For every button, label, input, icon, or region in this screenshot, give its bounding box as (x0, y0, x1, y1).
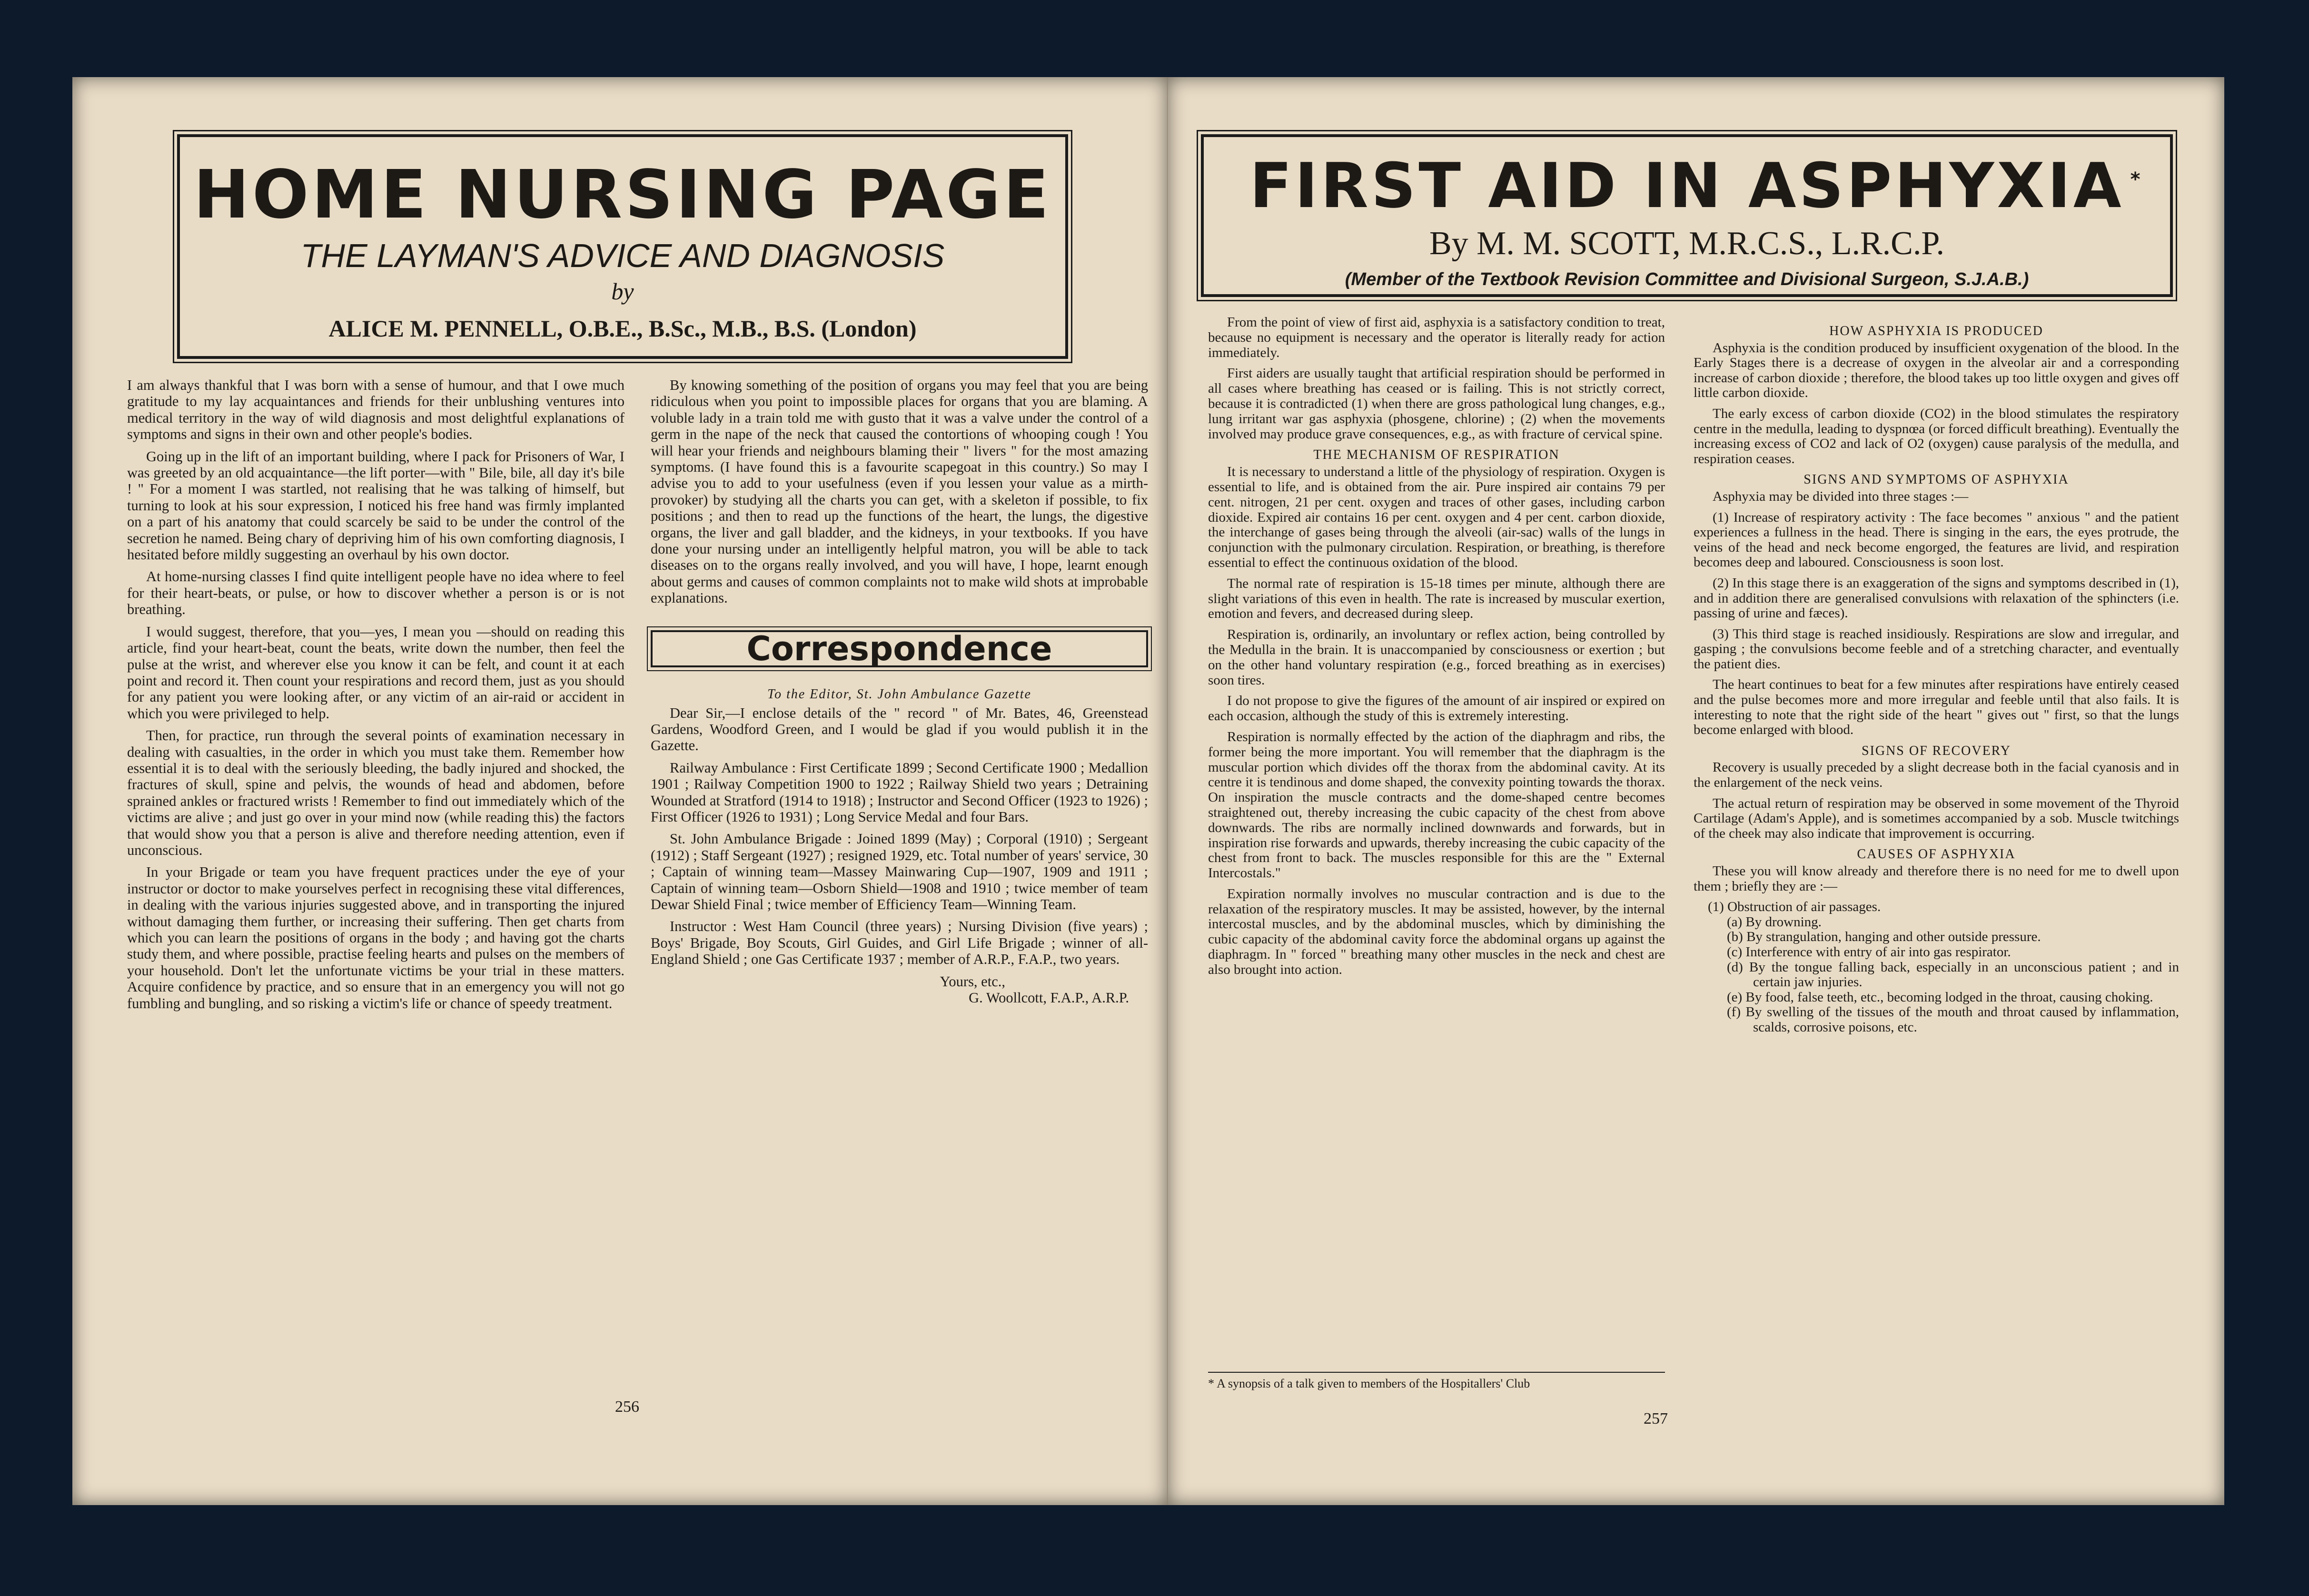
list-item: (a) By drowning. (1727, 914, 1822, 930)
paragraph: Respiration is normally effected by the action of the diaphragm and ribs, the former being the more important. You will remember that the diaphragm is the muscular portion which divides off the thorax from the abdominal cavity. At its centre it is tendinous and dome shaped, the convexity pointing towards the thorax. On inspiration the muscle contracts and the dome-shaped centre becomes straightened out, thereby increasing the cubic capacity of the chest from above downwards. The ribs are normally inclined downwards and forwards, but in inspiration rise forwards and upwards, thereby increasing the cubic capacity of the chest from front to back. The muscles responsible for this are the " External Intercostals." (1208, 729, 1665, 881)
paragraph: I am always thankful that I was born with a sense of humour, and that I owe much gratitude to my lay acquaintances and friends for their unblushing ventures into medical territory in the way of wild diagnosis and most delightful explanations of symptoms and signs in their own and other people's bodies. (127, 377, 624, 443)
paragraph: Expiration normally involves no muscular contraction and is due to the relaxation of the respiratory muscles. It may be assisted, however, by the internal intercostal muscles, and by the abdominal muscles, which by diminishing the cubic capacity of the abdominal cavity force the abdominal organs up against the diaphragm. In " forced " breathing many other muscles in the neck and chest are also brought into action. (1208, 886, 1665, 977)
left-page-subtitle: THE LAYMAN'S ADVICE AND DIAGNOSIS (300, 237, 945, 274)
left-page (72, 77, 1167, 1505)
letter-paragraph: St. John Ambulance Brigade : Joined 1899 (May) ; Corporal (1910) ; Sergeant (1912) ; Staff Sergeant (1927) ; resigned 1929, etc. Total number of years' service, 30 ; Captain of winning team—Massey Mainwaring Cup—1907, 1909 and 1911 ; Captain of winning team—Osborn Shield—1908 and 1910 ; twice member of team Dewar Shield Final ; twice member of Efficiency Team—Winning Team. (651, 831, 1148, 912)
paragraph: First aiders are usually taught that artificial respiration should be performed in all cases where breathing has ceased or is failing. This is not strictly correct, because it is contradicted (1) when there are gross pathological lung changes, e.g., lung irritant war gas asphyxia (phosgene, chlorine) ; (2) when the movements involved may produce grave consequences, e.g., as with fracture of cervical spine. (1208, 366, 1665, 442)
section-heading: THE MECHANISM OF RESPIRATION (1313, 447, 1560, 463)
paragraph: The heart continues to beat for a few minutes after respirations have entirely ceased and the pulse becomes more and more irregular and feeble until that also fails. It is interesting to note that the right side of the heart " gives out " first, so that the lungs become enlarged with blood. (1694, 677, 2179, 738)
paragraph: Asphyxia may be divided into three stages :— (1713, 488, 1969, 504)
footnote: * A synopsis of a talk given to members of the Hospitallers' Club (1208, 1372, 1665, 1391)
left-page-author: ALICE M. PENNELL, O.B.E., B.Sc., M.B., B.S. (London) (328, 315, 917, 342)
paragraph: In your Brigade or team you have frequent practices under the eye of your instructor or doctor to make yourselves perfect in recognising these vital differences, in dealing with the various injuries suggested above, and in transporting the injured without damaging them further, or increasing their suffering. Then get charts from which you can learn the positions of organs in the body ; and having got the charts study them, and where possible, practise feeling hearts and pulses on the members of your household. Don't let the unfortunate victims be your trial in these matters. Acquire confidence by practice, and so ensure that in an emergency you will not go fumbling and bungling, and so risking a victim's life or chance of speedy treatment. (127, 864, 624, 1011)
paragraph: The normal rate of respiration is 15-18 times per minute, although there are slight variations of this even in health. The rate is increased by muscular exertion, emotion and fevers, and decreased during sleep. (1208, 575, 1665, 622)
right-page-title-wrap (1249, 149, 2143, 222)
letter-signature: G. Woollcott, F.A.P., A.R.P. (969, 990, 1129, 1006)
paragraph: Recovery is usually preceded by a slight decrease both in the facial cyanosis and in the enlargement of the neck veins. (1694, 760, 2179, 791)
paragraph: The early excess of carbon dioxide (CO2) in the blood stimulates the respiratory centre in the medulla, leading to dyspnœa (or forced difficult breathing). Eventually the increasing excess of CO2 and lack of O2 (oxygen) cause paralysis of the medulla, and respiration ceases. (1694, 406, 2179, 466)
paragraph: Then, for practice, run through the several points of examination necessary in dealing with casualties, in the order in which you must take them. Remember how essential it is to deal with the seriously bleeding, the badly injured and shocked, the fractures of skull, spine and pelvis, the wounds of head and abdomen, before sprained ankles or fractured wrists ! Remember to find out immediately which of the victims are alive ; and just go over in your mind now (while reading this) the factors that would show you that a person is alive and therefore needing attention, even if unconscious. (127, 727, 624, 858)
section-heading: HOW ASPHYXIA IS PRODUCED (1829, 324, 2043, 338)
footnote-marker: * (2130, 169, 2143, 190)
list-item: (c) Interference with entry of air into gas respirator. (1727, 944, 2011, 960)
page-number: 256 (615, 1398, 639, 1416)
list-item: (f) By swelling of the tissues of the mouth and throat caused by inflammation, scalds, corrosive poisons, etc. (1727, 1004, 2179, 1035)
letter-addressee: To the Editor, St. John Ambulance Gazette (767, 687, 1031, 702)
paragraph: From the point of view of first aid, asphyxia is a satisfactory condition to treat, because no equipment is necessary and the operator is literally ready for action immediately. (1208, 315, 1665, 360)
first-aid-header (1201, 134, 2173, 297)
letter-paragraph: Railway Ambulance : First Certificate 1899 ; Second Certificate 1900 ; Medallion 1901 ; Railway Competition 1900 to 1922 ; Railway Shield two years ; Detraining Wounded at Stratford (1914 to 1918) ; Instructor and Second Officer (1923 to 1926) ; First Officer (1926 to 1931) ; Long Service Medal and four Bars. (651, 759, 1148, 825)
letter-closing: Yours, etc., (940, 973, 1005, 990)
paragraph: (3) This third stage is reached insidiously. Respirations are slow and irregular, and gasping ; the convulsions become feeble and of a stretching character, and eventually the patient dies. (1694, 626, 2179, 672)
right-column-1 (1208, 315, 1665, 983)
paragraph: The actual return of respiration may be observed in some movement of the Thyroid Cartilage (Adam's Apple), and is sometimes accompanied by a sob. Muscle twitchings of the cheek may also indicate that improvement is occurring. (1694, 795, 2179, 841)
list-item: (d) By the tongue falling back, especially in an unconscious patient ; and in certain jaw injuries. (1727, 959, 2179, 990)
author-note: (Member of the Textbook Revision Committee and Divisional Surgeon, S.J.A.B.) (1345, 269, 2029, 289)
left-column-2 (651, 377, 1148, 1006)
page-number: 257 (1644, 1410, 1668, 1427)
paragraph: These you will know already and therefore there is no need for me to dwell upon them ; briefly they are :— (1694, 863, 2179, 894)
left-page-title: HOME NURSING PAGE (193, 156, 1052, 234)
paragraph: I do not propose to give the figures of the amount of air inspired or expired on each occasion, although the study of this is extremely interesting. (1208, 693, 1665, 724)
letter-paragraph: Instructor : West Ham Council (three years) ; Nursing Division (five years) ; Boys' Brigade, Boy Scouts, Girl Guides, and Girl Life Brigade ; winner of all-England Shield ; one Gas Certificate 1937 ; member of A.R.P., F.A.P., two years. (651, 918, 1148, 968)
list-item: (b) By strangulation, hanging and other outside pressure. (1727, 929, 2041, 945)
paragraph: Asphyxia is the condition produced by insufficient oxygenation of the blood. In the Early Stages there is a decrease of oxygen in the alveolar air and a corresponding increase of carbon dioxide ; therefore, the blood takes up too little oxygen and gives off little carbon dioxide. (1694, 340, 2179, 401)
paragraph: Going up in the lift of an important building, where I pack for Prisoners of War, I was greeted by an old acquaintance—the lift porter—with " Bile, bile, all day it's bile ! " For a moment I was startled, not realising that he was talking of himself, but turning to look at his sour expression, I noticed his free hand was firmly implanted on a part of his anatomy that could scarcely be said to be under the control of the secretion he named. Being chary of depriving him of his own comforting diagnosis, I hesitated before mildly suggesting an overhaul by his own doctor. (127, 448, 624, 563)
left-column-1 (127, 377, 624, 1017)
causes-list (1694, 915, 2179, 1035)
causes-main-item: (1) Obstruction of air passages. (1708, 899, 1881, 915)
letter-paragraph: Dear Sir,—I enclose details of the " record " of Mr. Bates, 46, Greenstead Gardens, Woodford Green, and I would be glad if you would publish it in the Gazette. (651, 704, 1148, 754)
home-nursing-header (177, 134, 1068, 359)
list-item: (e) By food, false teeth, etc., becoming lodged in the throat, causing choking. (1727, 989, 2153, 1005)
section-heading: SIGNS AND SYMPTOMS OF ASPHYXIA (1804, 472, 2069, 487)
paragraph: (1) Increase of respiratory activity : The face becomes " anxious " and the patient experiences a fullness in the head. There is singing in the ears, the eyes protrude, the veins of the head and neck become engorged, the features are livid, and respiration becomes deep and laboured. Consciousness is soon lost. (1694, 509, 2179, 570)
right-page-title: FIRST AID IN ASPHYXIA (1249, 149, 2124, 222)
correspondence-heading: Correspondence (651, 630, 1148, 667)
by-line: by (611, 278, 634, 305)
right-page-author: By M. M. SCOTT, M.R.C.S., L.R.C.P. (1429, 225, 1945, 262)
right-column-2 (1694, 320, 2179, 1035)
paragraph: I would suggest, therefore, that you—yes, I mean you —should on reading this article, find your heart-beat, count the beats, write down the number, then feel the pulse at the wrist, and wherever else you know it can be felt, and count it at each point and record it. Then count your respirations and record them, just as you should for any patient you were looking after, or any victim of an air-raid or accident in which you were privileged to help. (127, 623, 624, 722)
paragraph: Respiration is, ordinarily, an involuntary or reflex action, being controlled by the Medulla in the brain. It is unaccompanied by consciousness or exertion ; but on the other hand voluntary respiration (e.g., forced breathing as in exercises) soon tires. (1208, 627, 1665, 688)
paragraph: By knowing something of the position of organs you may feel that you are being ridiculous when you point to impossible places for organs that you are blaming. A voluble lady in a train told me with gusto that it was a valve under the control of a germ in the nape of the neck that caused the contortions of whooping cough ! You will hear your friends and neighbours blaming their " livers " for the most amazing symptoms. (I have found this is a favourite scapegoat in this country.) So may I advise you to add to your usefulness (even if you lessen your value as a mirth-provoker) by studying all the charts you can get, with a skeleton if possible, to fix positions ; and then to read up the functions of the heart, the lungs, the digestive organs, the liver and gall bladder, and the kidneys, in your textbooks. If you have done your nursing under an intelligently helpful matron, you will be able to tack diseases on to the organs really involved, and you will have, I hope, learnt enough about germs and causes of common complaints not to make wild shots at improbable explanations. (651, 377, 1148, 606)
paragraph: (2) In this stage there is an exaggeration of the signs and symptoms described in (1), and in addition there are generalised convulsions with relaxation of the sphincters (i.e. passing of urine and fæces). (1694, 575, 2179, 621)
paragraph: At home-nursing classes I find quite intelligent people have no idea where to feel for their heart-beats, or pulse, or how to discover whether a person is or is not breathing. (127, 568, 624, 618)
paragraph: It is necessary to understand a little of the physiology of respiration. Oxygen is essential to life, and is obtained from the air. Pure inspired air contains 79 per cent. nitrogen, 21 per cent. oxygen and traces of other gases, including carbon dioxide. Expired air contains 16 per cent. oxygen and 4 per cent. carbon dioxide, the interchange of gases being through the alveoli (air-sac) walls of the lungs in conjunction with the pulmonary circulation. Respiration, or breathing, is therefore essential to effect the continuous oxidation of the blood. (1208, 464, 1665, 570)
section-heading: SIGNS OF RECOVERY (1861, 743, 2012, 758)
section-heading: CAUSES OF ASPHYXIA (1857, 847, 2016, 862)
right-page (1168, 77, 2224, 1505)
